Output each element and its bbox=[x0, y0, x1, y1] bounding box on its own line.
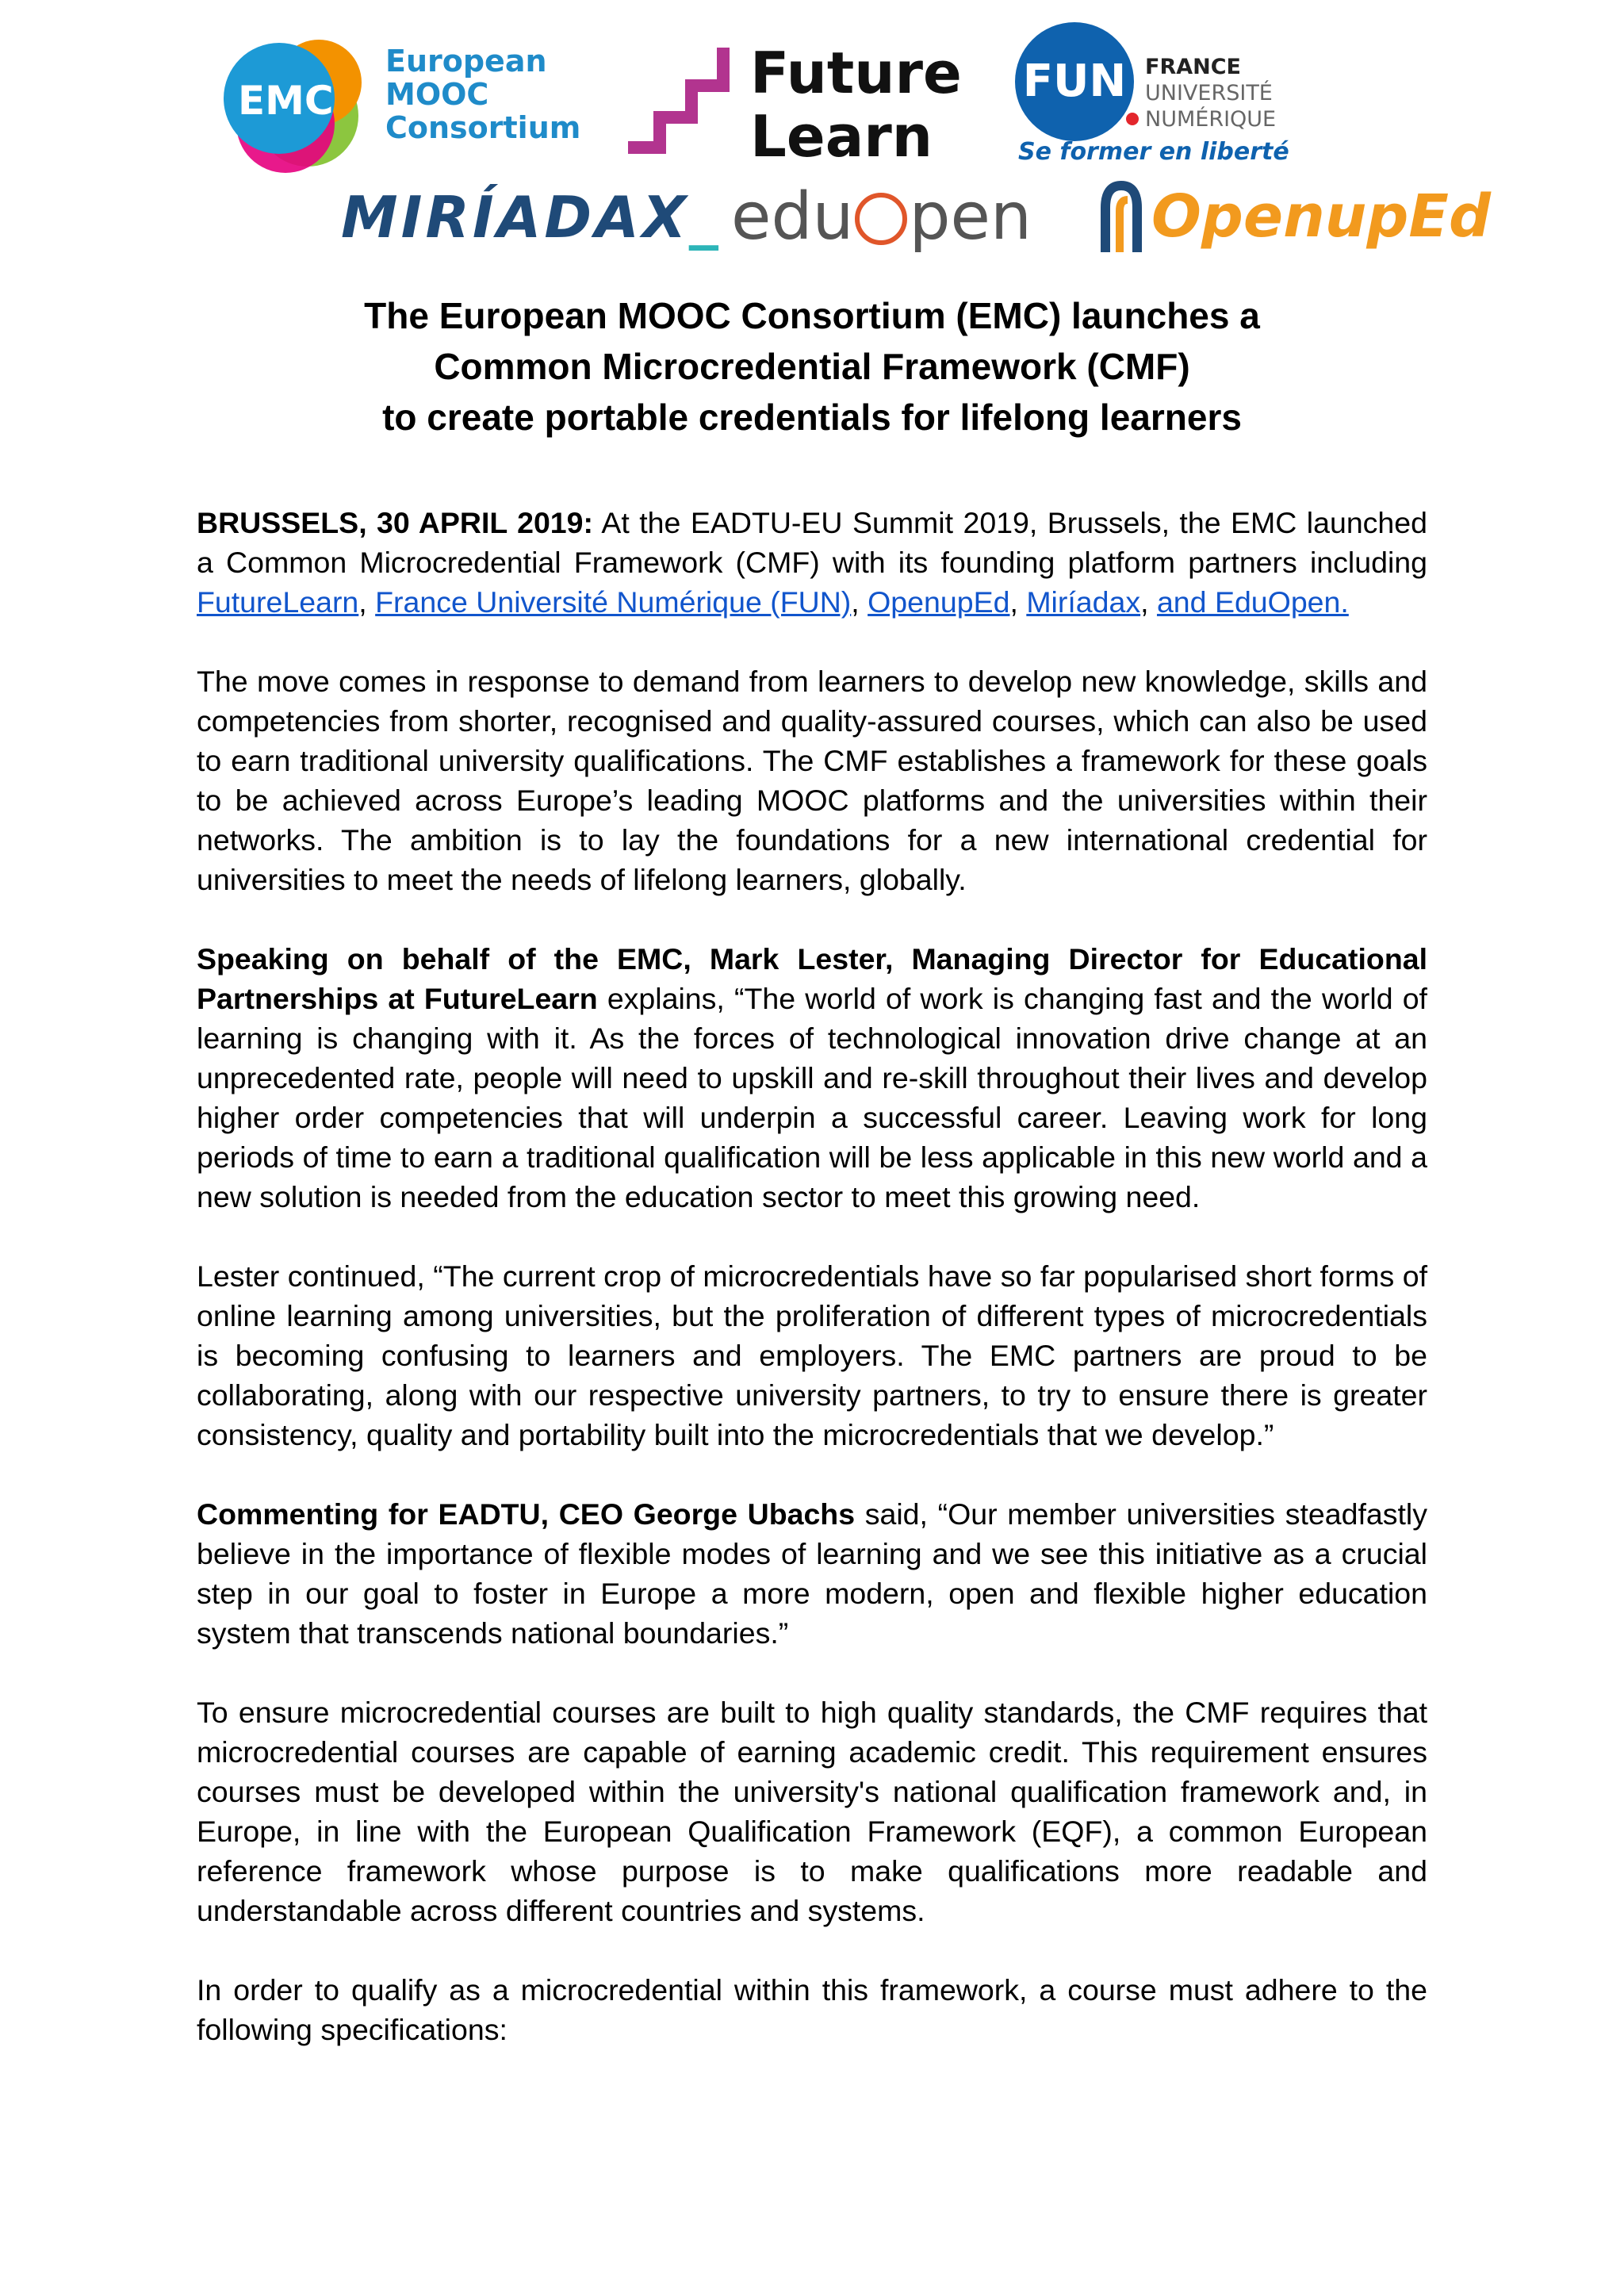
link-separator: , bbox=[1009, 585, 1027, 619]
link-openuped[interactable]: OpenupEd bbox=[868, 585, 1010, 619]
link-separator: , bbox=[358, 585, 376, 619]
eduopen-right: pen bbox=[909, 179, 1032, 255]
article-body bbox=[197, 503, 1427, 2089]
paragraph-move: The move comes in response to demand from learners to develop new knowledge, skills and competencies from shorter, recognised and quality-assured courses, which can also be used to earn traditional university qualifications. The CMF establishes a framework for these goals to be achieved across Europe’s leading MOOC platforms and the universities within their networks. The ambition is to lay the foundations for a new international credential for universities to meet the needs of lifelong learners, globally. bbox=[197, 665, 1427, 896]
emc-line-2: MOOC bbox=[385, 77, 489, 112]
futurelearn-logo bbox=[623, 40, 962, 170]
press-release-title bbox=[159, 290, 1465, 443]
fun-wordmark bbox=[1145, 54, 1276, 132]
emc-logo-mark bbox=[214, 30, 381, 173]
intro-text: At the EADTU-EU Summit 2019, Brussels, the EMC launched a Common Microcredential Framework (CMF) with its founding platform partners including bbox=[197, 506, 1427, 579]
ubachs-attribution: Commenting for EADTU, CEO George Ubachs bbox=[197, 1497, 856, 1531]
futurelearn-line-2: Learn bbox=[750, 103, 933, 170]
link-separator: , bbox=[851, 585, 868, 619]
miriadax-logo bbox=[341, 184, 721, 251]
link-eduopen[interactable]: and EduOpen. bbox=[1156, 585, 1349, 619]
link-fun[interactable]: France Université Numérique (FUN) bbox=[375, 585, 852, 619]
fun-line-1: FRANCE bbox=[1145, 55, 1241, 79]
paragraph-intro bbox=[197, 503, 1427, 622]
fun-mark: FUN bbox=[1015, 22, 1134, 141]
openuped-logo bbox=[1097, 179, 1491, 259]
link-futurelearn[interactable]: FutureLearn bbox=[197, 585, 359, 619]
title-line-2: Common Microcredential Framework (CMF) bbox=[434, 346, 1190, 387]
paragraph-quality-standards: To ensure microcredential courses are built to high quality standards, the CMF requires that microcredential courses are capable of earning academic credit. This requirement ensures courses must be developed within the university's national qualification framework and, in Europe, in line with the European Qualification Framework (EQF), a common European reference framework whose purpose is to make qualifications more readable and understandable across different countries and systems. bbox=[197, 1696, 1427, 1927]
paragraph-ubachs-quote bbox=[197, 1494, 1427, 1653]
partner-logos bbox=[0, 0, 1624, 270]
fun-red-dot-icon bbox=[1126, 113, 1139, 125]
paragraph-lester-continued: Lester continued, “The current crop of microcredentials have so far popularised short forms of online learning among universities, but the proliferation of different types of microcredentials is becoming confusing to learners and employers. The EMC partners are proud to be collaborating, along with our respective university partners, to try to ensure there is greater consistency, quality and portability built into the microcredentials that we develop.” bbox=[197, 1259, 1427, 1451]
paragraph-specifications-intro: In order to qualify as a microcredential within this framework, a course must adhere to the following specifications: bbox=[197, 1973, 1427, 2046]
fun-tagline: Se former en liberté bbox=[1018, 138, 1289, 166]
eduopen-ring-icon bbox=[855, 193, 907, 245]
miriadax-wordmark: MIRÍADAX bbox=[341, 184, 690, 251]
eduopen-left: edu bbox=[731, 179, 854, 255]
emc-mark-text: EMC bbox=[238, 78, 334, 124]
emc-line-3: Consortium bbox=[385, 110, 581, 145]
emc-line-1: European bbox=[385, 44, 547, 79]
openuped-arch-icon bbox=[1097, 179, 1145, 259]
emc-wordmark bbox=[385, 44, 580, 144]
title-line-3: to create portable credentials for lifelong learners bbox=[382, 397, 1242, 438]
openuped-wordmark: OpenupEd bbox=[1151, 182, 1491, 251]
title-line-1: The European MOOC Consortium (EMC) launches a bbox=[364, 295, 1260, 336]
fun-line-2: UNIVERSITÉ bbox=[1145, 81, 1273, 105]
lester-attribution: Speaking on behalf of the EMC, Mark Lester, Managing Director for Educational Partnerships at FutureLearn bbox=[197, 942, 1427, 1015]
link-separator: , bbox=[1140, 585, 1157, 619]
ubachs-quote-text: said, “Our member universities steadfastly believe in the importance of flexible modes of learning and we see this initiative as a crucial step in our goal to foster in Europe a more modern, open and flexible higher education system that transcends national boundaries.” bbox=[197, 1497, 1427, 1650]
fun-logo bbox=[1015, 19, 1364, 170]
dateline: BRUSSELS, 30 APRIL 2019: bbox=[197, 506, 594, 539]
futurelearn-line-1: Future bbox=[750, 40, 962, 106]
lester-quote-text: explains, “The world of work is changing fast and the world of learning is changing with it. As the forces of technological innovation drive change at an unprecedented rate, people will need to upskill and re-skill throughout their lives and develop higher order competencies that will underpin a successful career. Leaving work for long periods of time to earn a traditional qualification will be less applicable in this new world and a new solution is needed from the education sector to meet this growing need. bbox=[197, 982, 1427, 1213]
futurelearn-stair-icon bbox=[623, 41, 742, 160]
paragraph-lester-quote bbox=[197, 939, 1427, 1217]
emc-logo bbox=[214, 30, 579, 173]
fun-line-3: NUMÉRIQUE bbox=[1145, 107, 1277, 132]
eduopen-logo bbox=[731, 179, 1032, 255]
miriadax-underscore: _ bbox=[689, 184, 722, 251]
futurelearn-wordmark bbox=[750, 41, 962, 168]
link-miriadax[interactable]: Miríadax bbox=[1026, 585, 1141, 619]
